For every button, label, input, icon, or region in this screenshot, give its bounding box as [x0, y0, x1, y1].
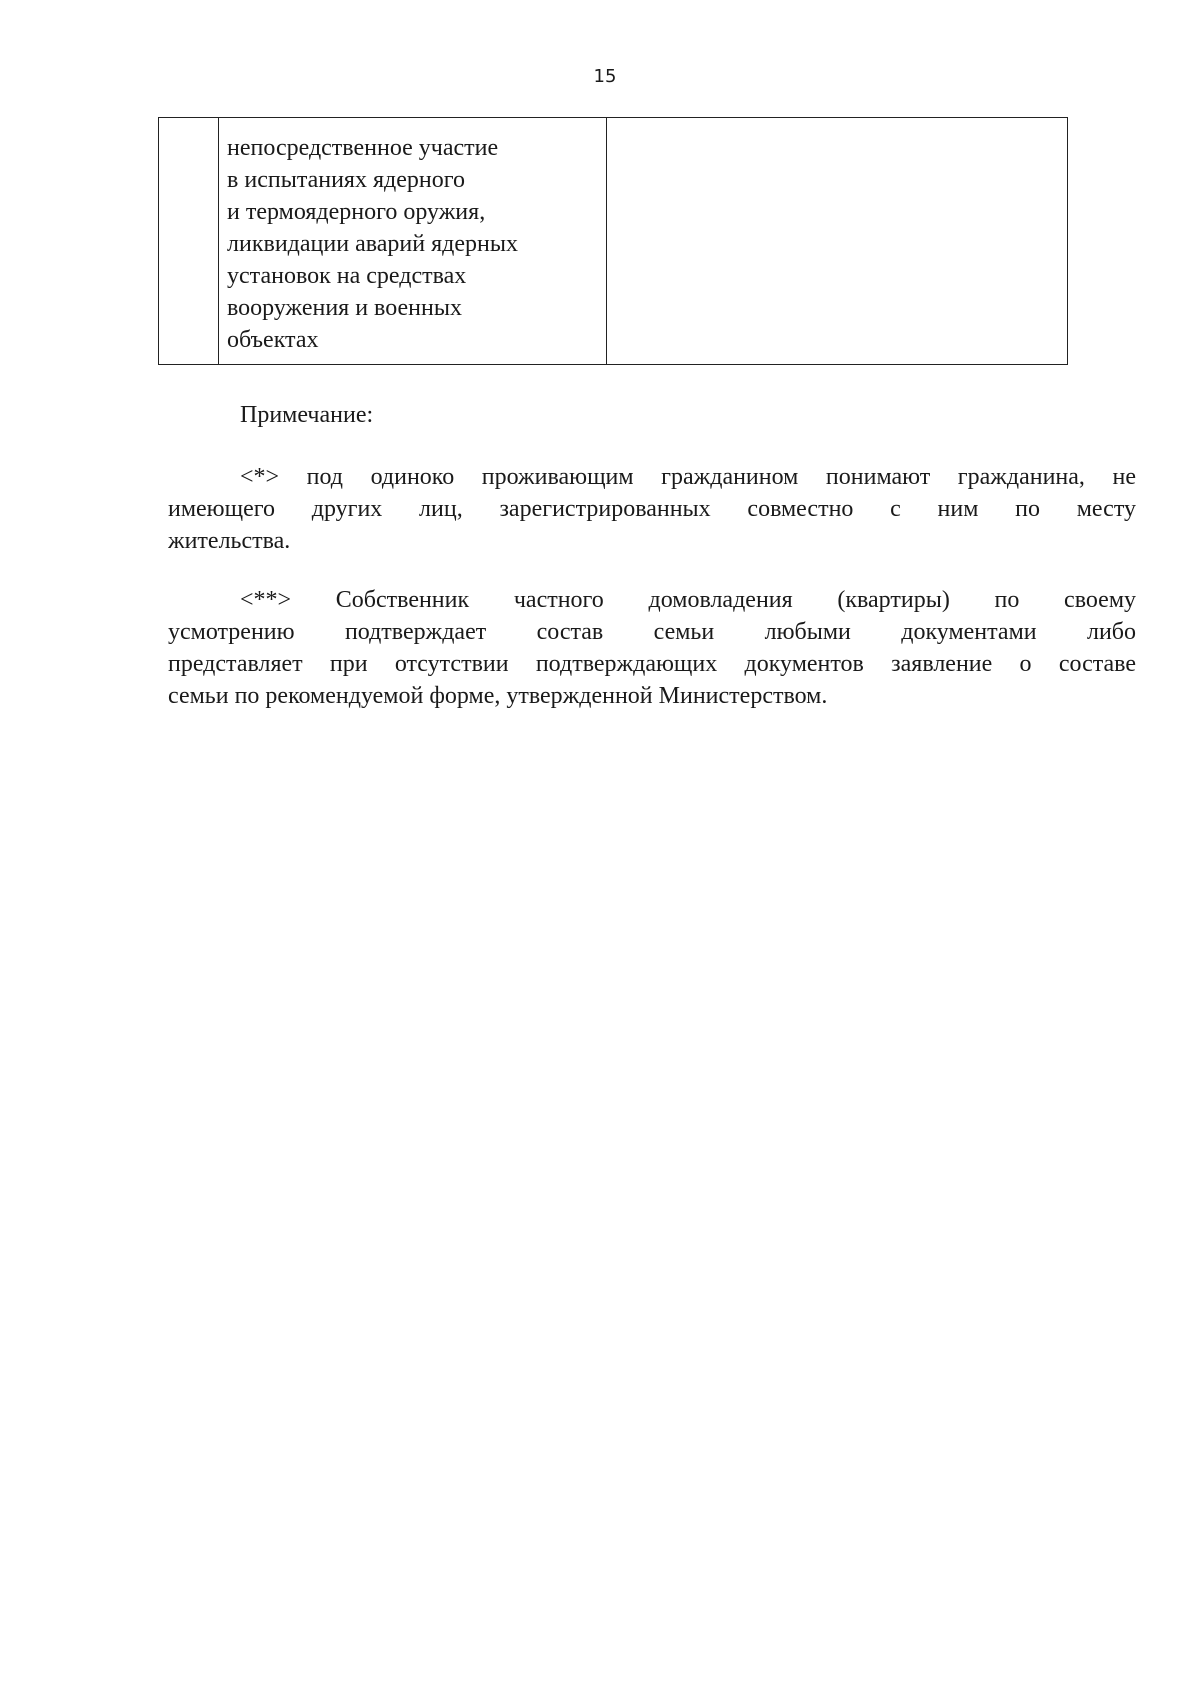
- description-line: и термоядерного оружия,: [227, 199, 486, 225]
- table-cell-description: [219, 118, 607, 365]
- description-line: ликвидации аварий ядерных: [227, 231, 518, 257]
- footnote-line: <**> Собственник частного домовладения (квартиры) по своему: [240, 587, 1136, 613]
- footnote-line: имеющего других лиц, зарегистрированных совместно с ним по месту: [168, 496, 1136, 522]
- footnote-line: жительства.: [168, 528, 291, 554]
- footnote-family-composition: [168, 584, 1136, 712]
- footnote-single-citizen: [168, 461, 1136, 557]
- footnote-line: <*> под одиноко проживающим гражданином понимают гражданина, не: [240, 464, 1136, 490]
- table-cell-number: [159, 118, 219, 365]
- footnote-line: семьи по рекомендуемой форме, утвержденной Министерством.: [168, 683, 828, 709]
- description-line: объектах: [227, 327, 319, 353]
- table-row: [159, 118, 1068, 365]
- footnote-line: усмотрению подтверждает состав семьи любыми документами либо: [168, 619, 1136, 645]
- description-line: установок на средствах: [227, 263, 467, 289]
- note-heading: Примечание:: [240, 402, 374, 428]
- table-cell-value: [606, 118, 1067, 365]
- description-line: вооружения и военных: [227, 295, 462, 321]
- footnote-line: представляет при отсутствии подтверждающих документов заявление о составе: [168, 651, 1136, 677]
- description-line: непосредственное участие: [227, 135, 499, 161]
- page-number: 15: [593, 66, 617, 87]
- continuation-table: [158, 117, 1068, 365]
- description-line: в испытаниях ядерного: [227, 167, 465, 193]
